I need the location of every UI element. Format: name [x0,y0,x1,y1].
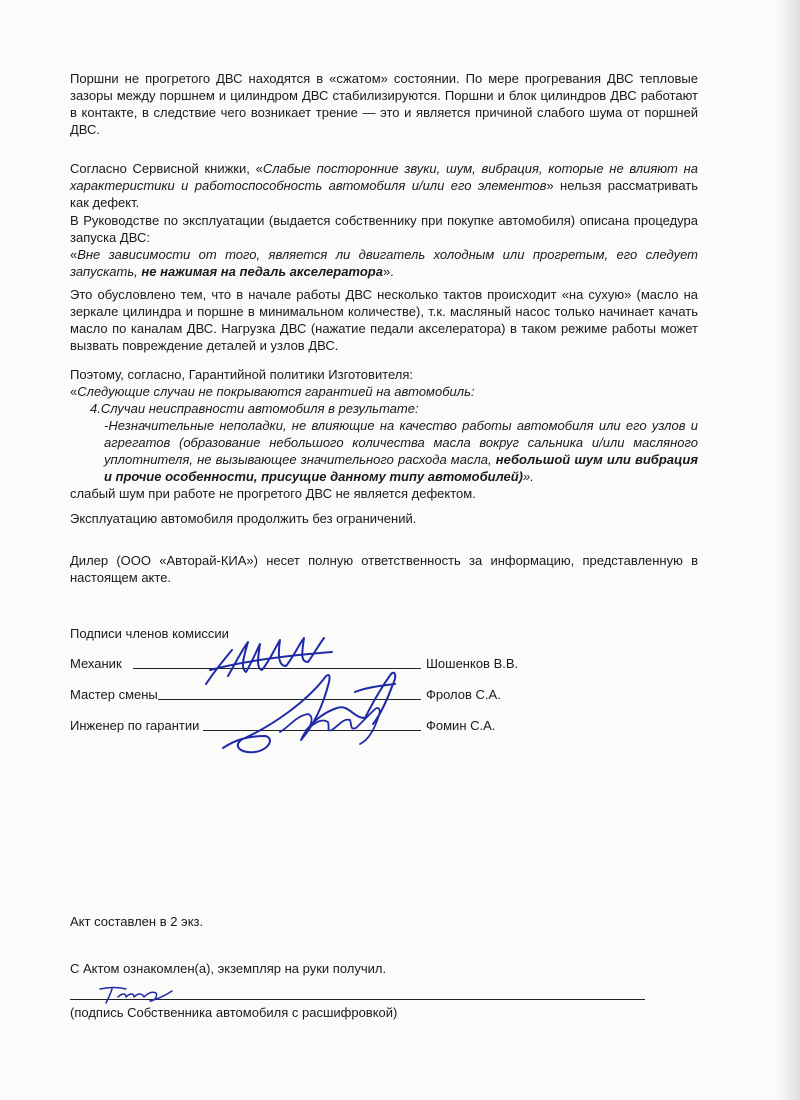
text-line [70,263,698,280]
text-line: зеркале цилиндра и поршне в минимальном количестве), т.к. масляный насос только начинает качать [70,304,698,319]
paragraph-continue-operation [70,510,698,527]
quote-run: характеристики и работоспособность автомобиля и/или его элементов [70,178,547,193]
owner-signature-caption: (подпись Собственника автомобиля с расшифровкой) [70,1005,398,1020]
text-line [70,468,698,485]
text-line: настоящем акте. [70,570,172,585]
text-line: Дилер (ООО «Авторай-КИА») несет полную ответственность за информацию, представленную в [70,553,698,568]
signature-role-shift-master: Мастер смены [70,687,158,702]
text-run: « [70,247,78,262]
signature-name-warranty-engineer: Фомин С.А. [426,718,496,733]
emphasis-run: и прочие особенности, присущие данному типу автомобилей) [104,469,523,484]
handwritten-signature-warranty-engineer [270,688,400,748]
text-line [70,246,698,263]
acknowledgement-note: С Актом ознакомлен(а), экземпляр на руки получил. [70,961,387,976]
quote-run: Следующие случаи не покрываются гарантией на автомобиль: [77,384,475,399]
paragraph-pistons [70,70,698,138]
text-line: Поэтому, согласно, Гарантийной политики Изготовителя: [70,367,414,382]
text-line: Эксплуатацию автомобиля продолжить без ограничений. [70,511,417,526]
text-line: вызвать повреждение деталей и узлов ДВС. [70,338,339,353]
quote-run: Вне зависимости от того, является ли двигатель холодным или прогретым, его следует [77,247,698,262]
paragraph-dry-start [70,286,698,354]
quote-run: ». [522,469,534,484]
quote-run: Слабые посторонние звуки, шум, вибрация, которые не влияют на [262,161,699,176]
emphasis-run: не нажимая на педаль акселератора [141,264,383,279]
emphasis-run: небольшой шум или вибрация [495,452,699,467]
text-line: Поршни не прогретого ДВС находятся в «сжатом» состоянии. По мере прогревания ДВС тепловые [70,71,698,86]
quote-run: уплотнителя, не вызывающее значительного расхода масла, [104,452,496,467]
text-line: ДВС. [70,122,101,137]
text-line: слабый шум при работе не прогретого ДВС не является дефектом. [70,486,476,501]
text-line: В Руководстве по эксплуатации (выдается собственнику при покупке автомобиля) описана процедура [70,213,698,228]
signature-name-shift-master: Фролов С.А. [426,687,501,702]
signature-role-mechanic: Механик [70,656,122,671]
paragraph-warranty-policy [70,366,698,502]
signature-role-warranty-engineer: Инженер по гарантии [70,718,200,733]
text-run: « [70,384,78,399]
text-line: как дефект. [70,195,140,210]
text-run: » нельзя рассматривать [546,178,699,193]
text-line: зазоры между поршнем и цилиндром ДВС стабилизируются. Поршни и блок цилиндров ДВС работают [70,88,698,103]
copies-note: Акт составлен в 2 экз. [70,914,204,929]
text-line [70,383,698,400]
text-line: Это обусловлено тем, что в начале работы ДВС несколько тактов происходит «на сухую» (масло на [70,287,698,302]
text-line [70,160,698,177]
text-line: агрегатов (образование небольшого количества масла вокруг сальника и/или масляного [104,435,698,450]
signatures-heading: Подписи членов комиссии [70,626,229,641]
text-line [70,451,698,468]
text-line: масло по каналам ДВС. Нагрузка ДВС (нажатие педали акселератора) в таком режиме работы может [70,321,698,336]
paragraph-service-book [70,160,698,211]
text-line [70,177,698,194]
scan-edge-shadow [774,0,800,1100]
text-run: Согласно Сервисной книжки, « [70,161,263,176]
quote-run: запускать, [70,264,142,279]
text-run: ». [382,264,394,279]
text-line: -Незначительные неполадки, не влияющие на качество работы автомобиля или его узлов и [104,418,698,433]
text-line: в контакте, в следствие чего возникает трение — это и является причиной слабого шума от поршней [70,105,698,120]
paragraph-dealer-responsibility [70,552,698,586]
handwritten-signature-owner [96,983,176,1005]
paragraph-manual [70,212,698,280]
text-line: 4.Случаи неисправности автомобиля в результате: [90,401,419,416]
text-line: запуска ДВС: [70,230,150,245]
signature-name-mechanic: Шошенков В.В. [426,656,519,671]
